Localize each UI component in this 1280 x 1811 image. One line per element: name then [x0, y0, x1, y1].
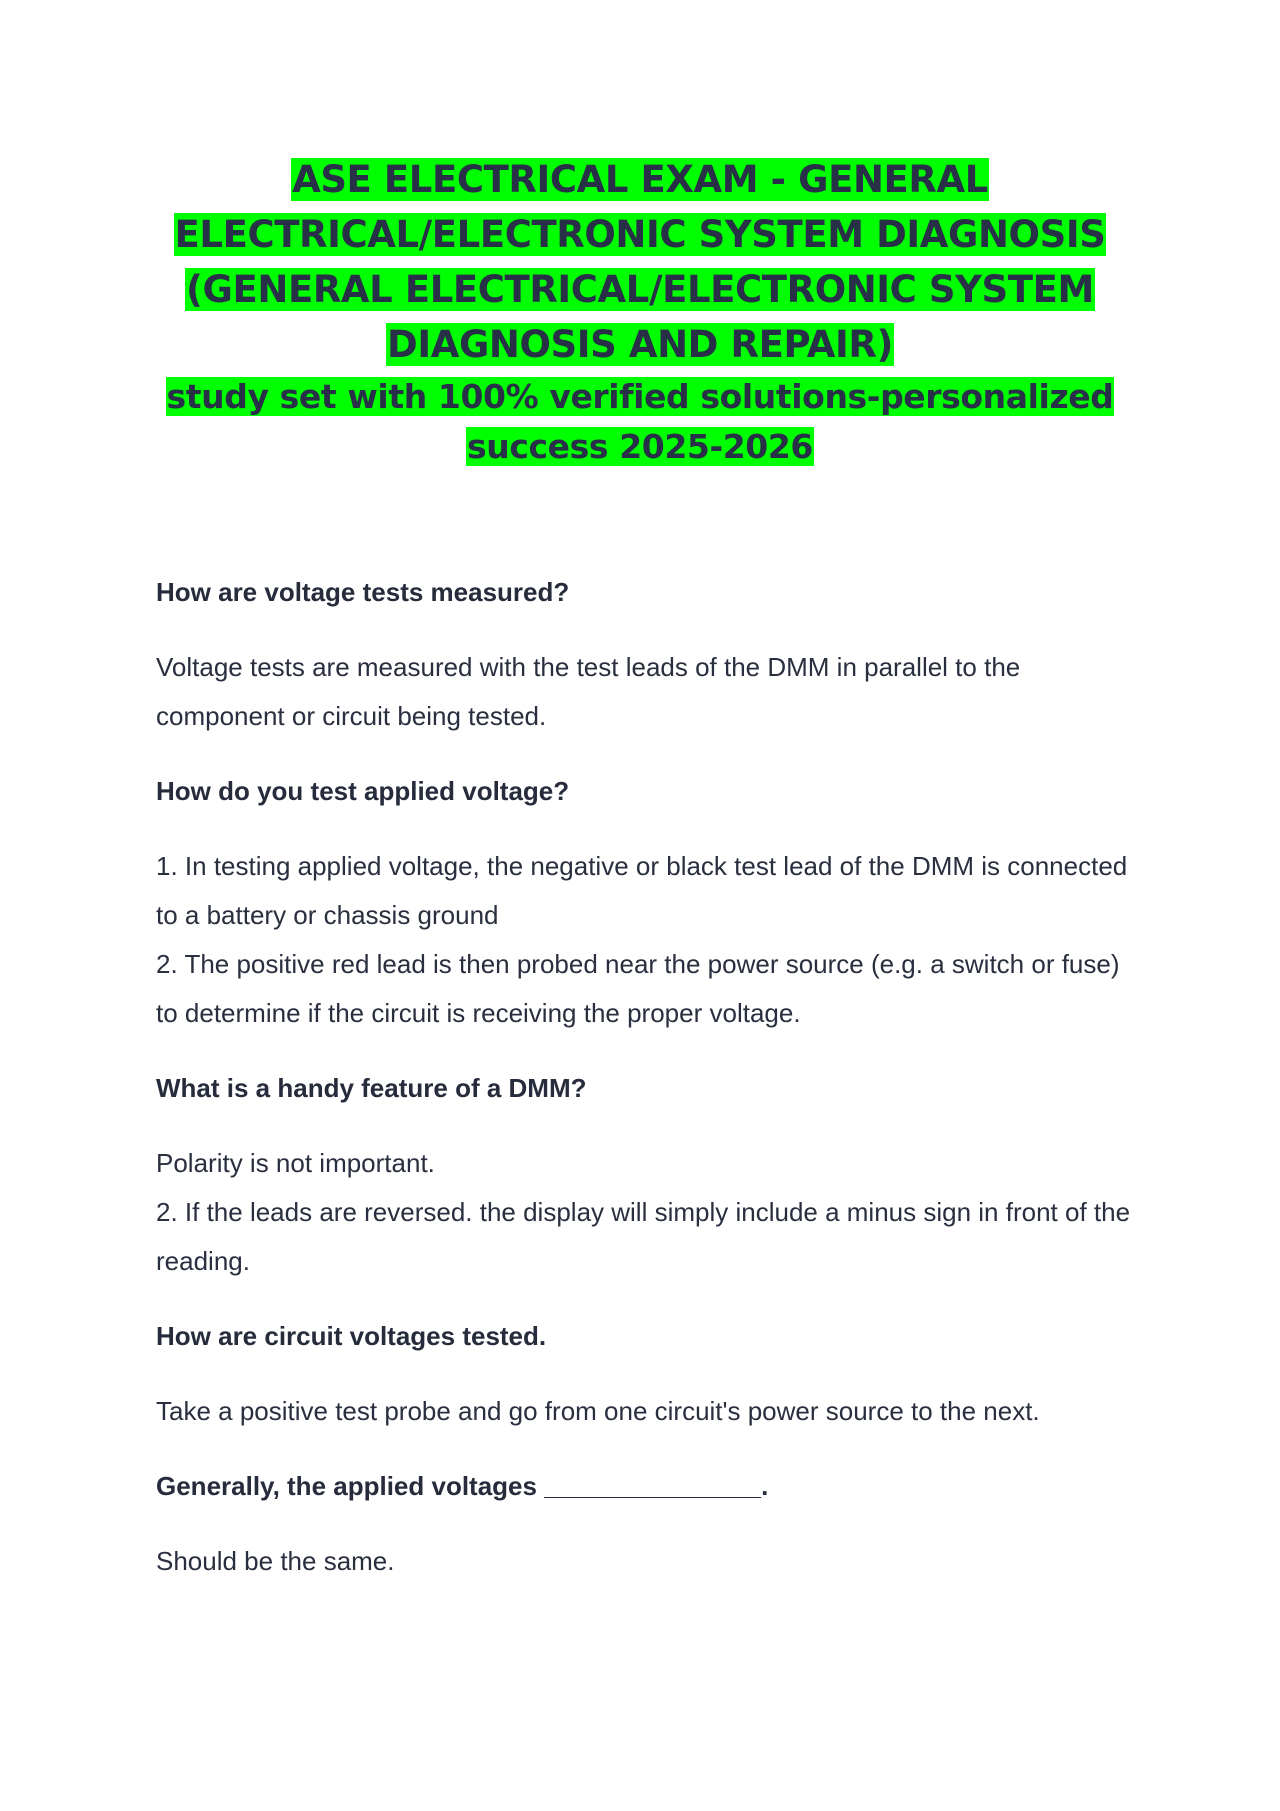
subtitle-line: [150, 372, 1130, 422]
title-line-text: (GENERAL ELECTRICAL/ELECTRONIC SYSTEM: [186, 268, 1094, 311]
title-line-text: ELECTRICAL/ELECTRONIC SYSTEM DIAGNOSIS: [174, 213, 1106, 256]
title-line-text: ASE ELECTRICAL EXAM - GENERAL: [292, 158, 988, 201]
title-line: [150, 317, 1130, 372]
question: How are circuit voltages tested.: [156, 1321, 547, 1351]
answer-line: 2. The positive red lead is then probed near the power source (e.g. a switch or fuse) to determine if the circuit is receiving the proper voltage.: [156, 949, 1120, 1028]
question: Generally, the applied voltages _______________.: [156, 1471, 769, 1501]
title-line: [150, 152, 1130, 207]
answer-line: Take a positive test probe and go from one circuit's power source to the next.: [156, 1396, 1040, 1426]
title-line: [150, 207, 1130, 262]
answer-line: Voltage tests are measured with the test leads of the DMM in parallel to the component or circuit being tested.: [156, 652, 1021, 731]
answer-line: Polarity is not important.: [156, 1148, 435, 1178]
title-line-text: DIAGNOSIS AND REPAIR): [387, 323, 893, 366]
answer-line: 2. If the leads are reversed. the display will simply include a minus sign in front of the reading.: [156, 1197, 1131, 1276]
qa-item: [156, 1064, 1146, 1286]
answer-line: Should be the same.: [156, 1546, 395, 1576]
question: How do you test applied voltage?: [156, 776, 570, 806]
subtitle-line: [150, 422, 1130, 472]
qa-list: [156, 568, 1146, 1612]
qa-item: [156, 767, 1146, 1038]
title-line: [150, 262, 1130, 317]
answer: [156, 1387, 1146, 1436]
subtitle-line-text: study set with 100% verified solutions-personalized: [166, 377, 1114, 416]
question: How are voltage tests measured?: [156, 577, 570, 607]
question: What is a handy feature of a DMM?: [156, 1073, 587, 1103]
answer: [156, 1537, 1146, 1586]
qa-item: [156, 568, 1146, 741]
answer: [156, 1139, 1146, 1286]
answer-line: 1. In testing applied voltage, the negative or black test lead of the DMM is connected to a battery or chassis ground: [156, 851, 1128, 930]
subtitle-line-text: success 2025-2026: [466, 427, 813, 466]
qa-item: [156, 1462, 1146, 1586]
qa-item: [156, 1312, 1146, 1436]
answer: [156, 842, 1146, 1038]
document-title: [150, 152, 1130, 472]
answer: [156, 643, 1146, 741]
